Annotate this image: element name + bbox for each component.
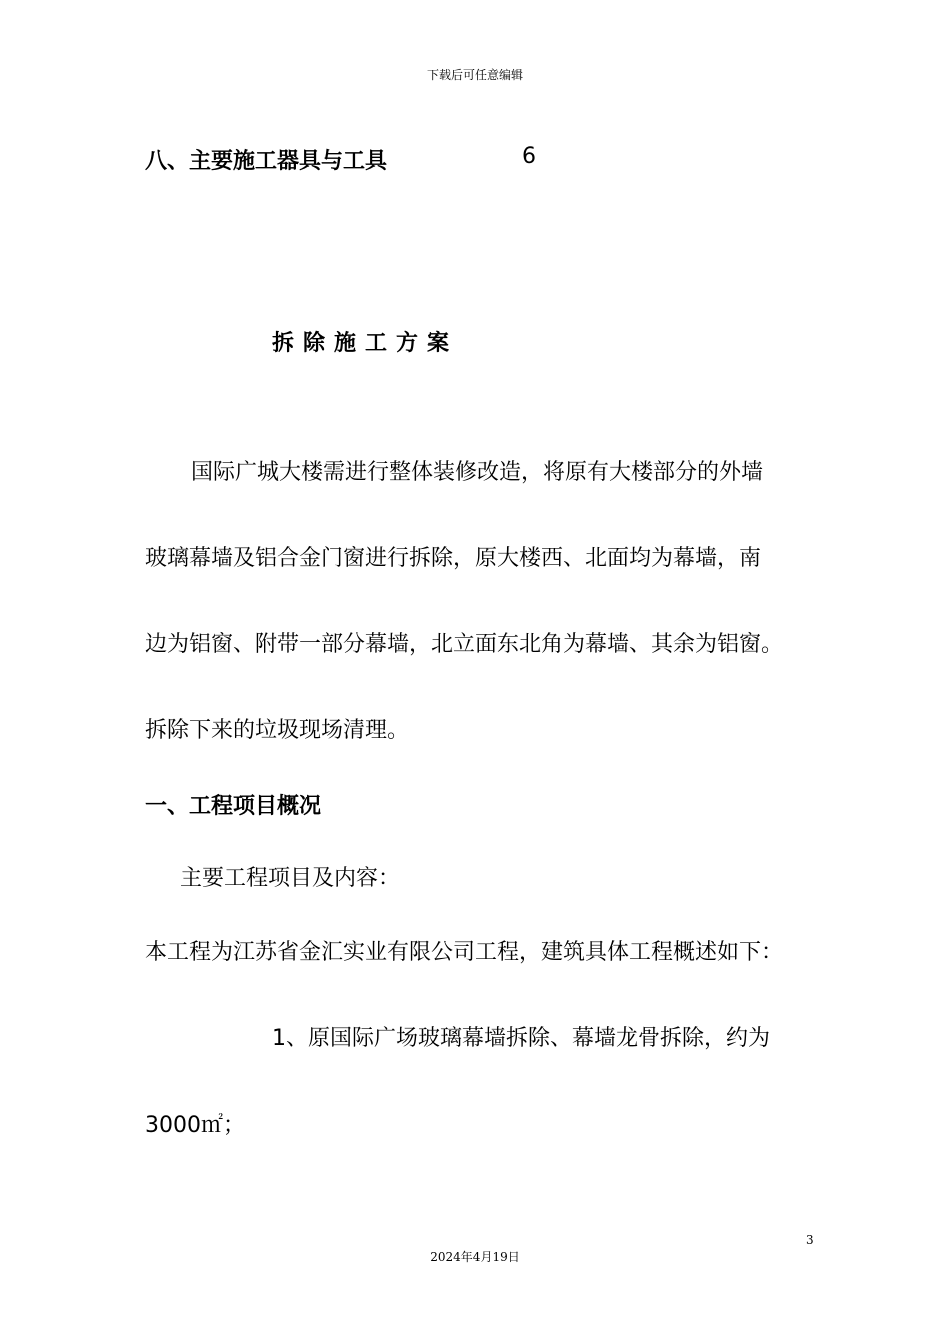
toc-entry-label: 八、主要施工器具与工具 [145,149,388,174]
section-subheading: 主要工程项目及内容： [180,866,401,891]
header-note: 下载后可任意编辑 [426,68,523,82]
page-number: 3 [806,1233,814,1247]
document-title: 拆除施工方案 [272,331,459,356]
toc-entry-page-number: 6 [522,144,536,169]
list-item-1-line-1: 1、原国际广场玻璃幕墙拆除、幕墙龙骨拆除，约为 [272,1026,770,1051]
intro-line-4: 拆除下来的垃圾现场清理。 [145,718,410,743]
footer-date: 2024年4月19日 [430,1250,520,1264]
overview-paragraph: 本工程为江苏省金汇实业有限公司工程，建筑具体工程概述如下： [145,940,784,965]
intro-line-3: 边为铝窗、附带一部分幕墙，北立面东北角为幕墙、其余为铝窗。 [145,632,784,657]
intro-line-1: 国际广城大楼需进行整体装修改造，将原有大楼部分的外墙 [191,460,764,485]
section-heading-project-overview: 一、工程项目概况 [145,794,322,819]
list-item-1-line-2: 3000㎡； [145,1113,245,1138]
intro-line-2: 玻璃幕墙及铝合金门窗进行拆除，原大楼西、北面均为幕墙，南 [145,546,762,571]
